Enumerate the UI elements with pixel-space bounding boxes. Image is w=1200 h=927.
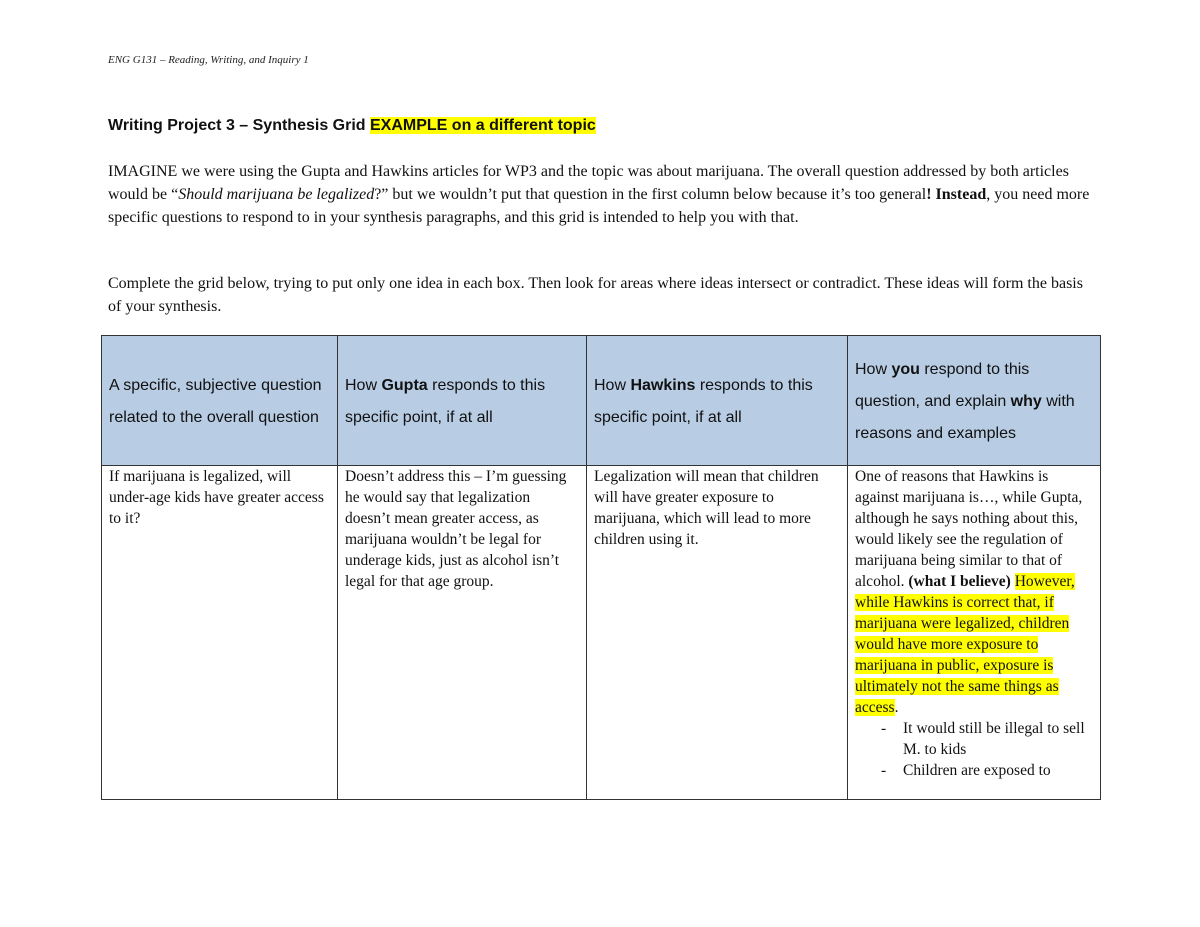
header-question: A specific, subjective question related to the overall question	[102, 336, 338, 466]
p1-italic-question: Should marijuana be legalized	[178, 186, 375, 203]
you-highlighted-text: However, while Hawkins is correct that, if marijuana were legalized, children would have more exposure to marijuana in public, exposure is ultimately not the same things as access	[855, 573, 1075, 716]
you-bold-label: (what I believe)	[908, 573, 1011, 590]
intro-paragraph-1	[108, 160, 1098, 229]
grid-header-row	[102, 336, 1101, 466]
header-gupta: How Gupta responds to this specific point, if at all	[338, 336, 587, 466]
you-text: One of reasons that Hawkins is against marijuana is…, while Gupta, although he says nothing about this, would likely see the regulation of marijuana being similar to that of alcohol.	[855, 468, 1083, 590]
intro-paragraph-2: Complete the grid below, trying to put only one idea in each box. Then look for areas where ideas intersect or contradict. These ideas will form the basis of your synthesis.	[108, 275, 1083, 315]
cell-hawkins: Legalization will mean that children will have greater exposure to marijuana, which will lead to more children using it.	[587, 466, 848, 800]
title-highlight: EXAMPLE on a different topic	[370, 117, 596, 134]
p1-bold-instead: ! Instead	[926, 186, 987, 203]
p1-text-b: ?” but we wouldn’t put that question in the first column below because it’s too general	[374, 186, 927, 203]
synthesis-grid	[101, 335, 1101, 800]
cell-you: One of reasons that Hawkins is against marijuana is…, while Gupta, although he says nothing about this, would likely see the regulation of marijuana being similar to that of alcohol. (what I believe) However, while Hawkins is correct that, if marijuana were legalized, children would have more exposure to marijuana in public, exposure is ultimately not the same things as access. - It would still be illegal to sell M. to kids - Children are exposed to	[848, 466, 1101, 800]
p1-text-a: IMAGINE we were using the Gupta and Hawkins articles for WP3 and the topic was about marijuana. The overall question addressed by both articles would be “	[108, 163, 1069, 203]
list-item: - Children are exposed to	[903, 760, 1093, 781]
p1-text-c: , you need more specific questions to respond to in your synthesis paragraphs, and this grid is intended to help you with that.	[108, 186, 1090, 226]
cell-question: If marijuana is legalized, will under-age kids have greater access to it?	[102, 466, 338, 800]
list-item: - It would still be illegal to sell M. to kids	[903, 718, 1093, 760]
header-hawkins: How Hawkins responds to this specific point, if at all	[587, 336, 848, 466]
cell-gupta: Doesn’t address this – I’m guessing he would say that legalization doesn’t mean greater access, as marijuana wouldn’t be legal for underage kids, just as alcohol isn’t legal for that age group.	[338, 466, 587, 800]
title-main: Writing Project 3 – Synthesis Grid	[108, 117, 370, 134]
page-title	[108, 117, 596, 135]
table-row	[102, 466, 1101, 800]
header-you: How you respond to this question, and explain why with reasons and examples	[848, 336, 1101, 466]
running-header: ENG G131 – Reading, Writing, and Inquiry 1	[108, 54, 309, 66]
you-bullet-list	[855, 718, 1093, 781]
